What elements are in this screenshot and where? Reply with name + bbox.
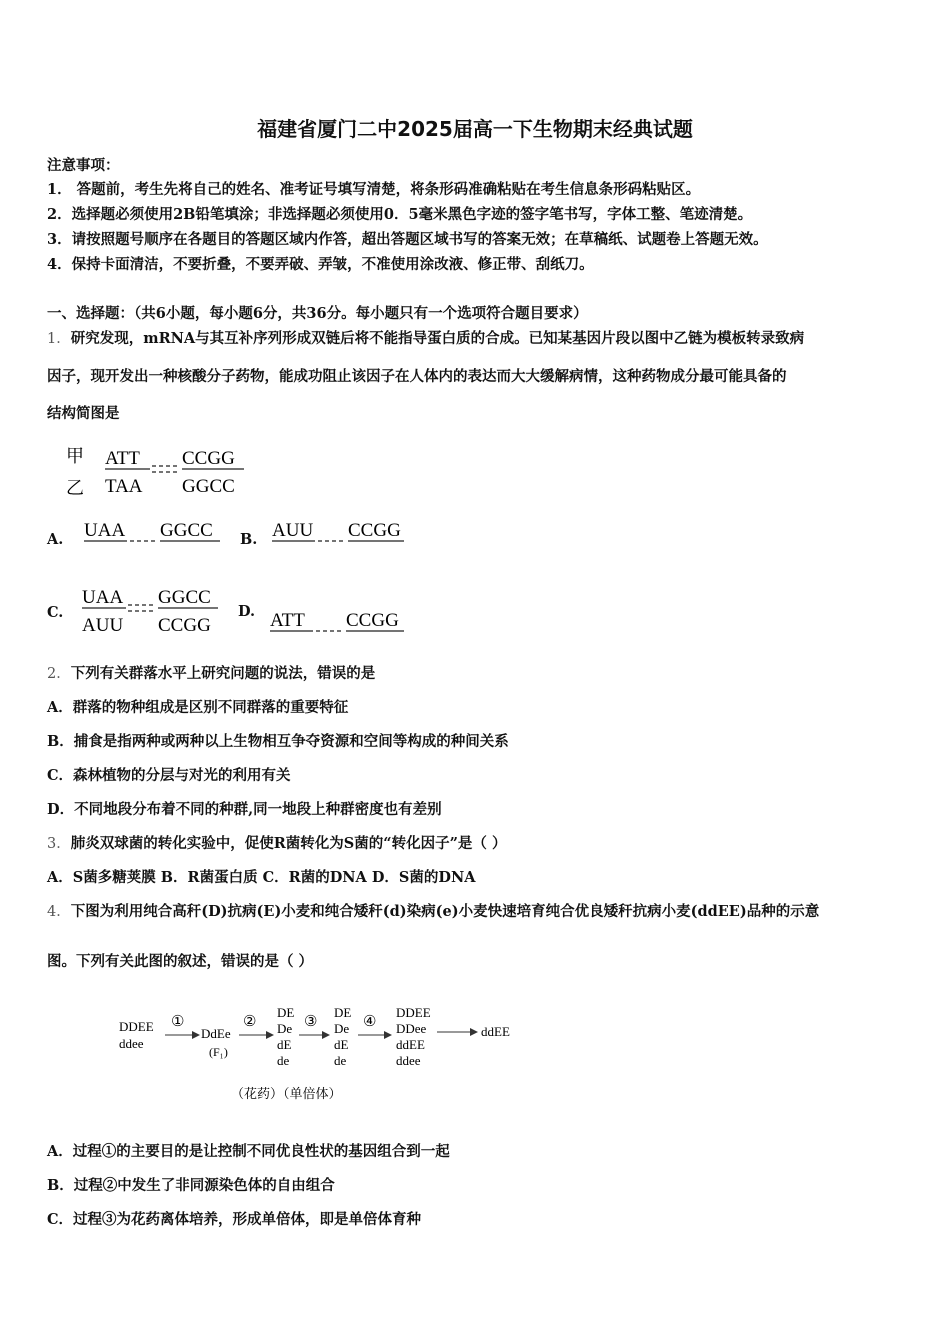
pollen-4: de [277,1053,290,1068]
svg-text:AUU: AUU [272,520,314,541]
q4-option-b: B．过程②中发生了非同源染色体的自由组合 [47,1177,335,1194]
q2-option-d: D．不同地段分布着不同的种群,同一地段上种群密度也有差别 [47,801,442,818]
pollen-3: dE [277,1037,292,1052]
section-heading: 一、选择题：（共6小题，每小题6分，共36分。每小题只有一个选项符合题目要求） [47,305,588,322]
haploid-4: de [334,1053,347,1068]
q1-line-1: 1．研究发现，mRNA与其互补序列形成双链后将不能指导蛋白质的合成。已知某基因片段以图中乙链为模板转录致病 [47,330,805,347]
notice-item-4: 4．保持卡面清洁，不要折叠，不要弄破、弄皱，不准使用涂改液、修正带、刮纸刀。 [47,256,594,273]
bottom-right-seq: GGCC [182,476,235,497]
q1-line-2: 因子，现开发出一种核酸分子药物，能成功阻止该因子在人体内的表达而大大缓解病情，这种药物成分最可能具备的 [47,368,787,385]
notice-item-1: 1． 答题前，考生先将自己的姓名、准考证号填写清楚，将条形码准确粘贴在考生信息条形码粘贴区。 [47,181,701,198]
top-left-seq: ATT [105,448,140,469]
svg-text:GGCC: GGCC [158,587,211,608]
svg-text:AUU: AUU [82,615,124,636]
step-2: ② [243,1014,257,1030]
jia-label: 甲 [66,446,84,466]
haploid-2: De [334,1021,350,1036]
q1-option-a-label: A. [47,531,64,548]
parent-2: ddee [119,1036,144,1051]
q2-number: 2． [47,666,71,682]
svg-text:UAA: UAA [84,520,126,541]
yi-label: 乙 [66,478,84,498]
svg-text:CCGG: CCGG [346,610,399,631]
q4-line-2: 图。下列有关此图的叙述，错误的是（ ） [47,953,314,970]
q1-dna-figure [60,440,260,502]
q2-option-b: B．捕食是指两种或两种以上生物相互争夺资源和空间等构成的种间关系 [47,733,509,750]
f1-label: (F₁) [209,1045,228,1059]
q3-number: 3． [47,836,71,852]
q1-option-d-label: D. [238,603,256,620]
result-genotype: ddEE [481,1024,510,1039]
page-title: 福建省厦门二中2025届高一下生物期末经典试题 [257,117,693,141]
step-4: ④ [363,1014,377,1030]
q1-option-a-figure [82,514,227,546]
doubled-4: ddee [396,1053,421,1068]
pollen-2: De [277,1021,293,1036]
haploid-3: dE [334,1037,349,1052]
q4-number: 4． [47,904,71,920]
svg-text:GGCC: GGCC [160,520,213,541]
parent-1: DDEE [119,1019,154,1034]
q1-option-c-figure [80,582,225,638]
f1-genotype: DdEe [201,1026,231,1041]
notice-item-3: 3．请按照题号顺序在各题目的答题区域内作答，超出答题区域书写的答案无效；在草稿纸、试题卷上答题无效。 [47,231,768,248]
top-right-seq: CCGG [182,448,235,469]
doubled-2: DDee [396,1021,427,1036]
step-1: ① [171,1014,185,1030]
doubled-1: DDEE [396,1005,431,1020]
q1-option-d-figure [268,604,413,636]
q4-breeding-figure [115,998,535,1110]
q1-number: 1． [47,331,71,347]
notice-heading: 注意事项： [47,157,120,174]
q4-line-1: 4．下图为利用纯合高秆(D)抗病(E)小麦和纯合矮秆(d)染病(e)小麦快速培育纯合优良矮秆抗病小麦(ddEE)品种的示意 [47,903,820,920]
svg-text:CCGG: CCGG [348,520,401,541]
figure-caption: （花药）（单倍体） [231,1086,342,1101]
q4-option-a: A．过程①的主要目的是让控制不同优良性状的基因组合到一起 [47,1143,450,1160]
q1-option-c-label: C. [47,604,64,621]
doubled-3: ddEE [396,1037,425,1052]
q1-option-b-figure [270,514,415,546]
step-3: ③ [304,1014,318,1030]
bottom-left-seq: TAA [105,476,143,497]
pollen-1: DE [277,1005,295,1020]
q4-option-c: C．过程③为花药离体培养，形成单倍体，即是单倍体育种 [47,1211,422,1228]
q2-stem: 2．下列有关群落水平上研究问题的说法，错误的是 [47,665,376,682]
haploid-1: DE [334,1005,352,1020]
q2-option-a: A．群落的物种组成是区别不同群落的重要特征 [47,699,349,716]
q1-option-b-label: B. [240,531,258,548]
svg-text:UAA: UAA [82,587,124,608]
svg-text:ATT: ATT [270,610,305,631]
svg-text:CCGG: CCGG [158,615,211,636]
q3-stem: 3．肺炎双球菌的转化实验中，促使R菌转化为S菌的“转化因子”是（ ） [47,835,507,852]
q3-options: A．S菌多糖荚膜 B．R菌蛋白质 C．R菌的DNA D．S菌的DNA [47,869,476,886]
q2-option-c: C．森林植物的分层与对光的利用有关 [47,767,291,784]
q1-line-3: 结构简图是 [47,405,120,422]
notice-item-2: 2．选择题必须使用2B铅笔填涂；非选择题必须使用0．5毫米黑色字迹的签字笔书写，字体工整、笔迹清楚。 [47,206,753,223]
